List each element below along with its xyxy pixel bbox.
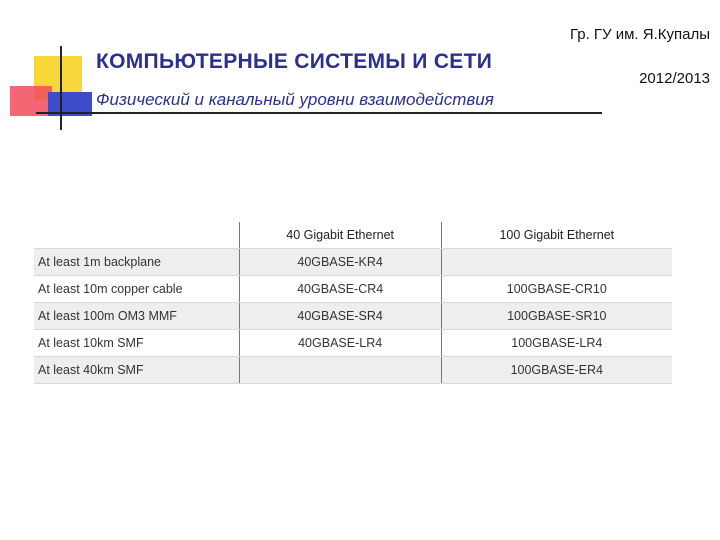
cell-40g: 40GBASE-CR4 xyxy=(239,276,441,303)
table-row xyxy=(34,249,672,276)
cell-property: At least 10m copper cable xyxy=(34,276,239,303)
cell-property: At least 40km SMF xyxy=(34,357,239,384)
header-cell-40g: 40 Gigabit Ethernet xyxy=(239,222,441,249)
table-row xyxy=(34,357,672,384)
cell-40g xyxy=(239,357,441,384)
cell-100g: 100GBASE-SR10 xyxy=(441,303,672,330)
decor-vertical-line xyxy=(60,46,62,130)
cell-100g: 100GBASE-ER4 xyxy=(441,357,672,384)
cell-40g: 40GBASE-KR4 xyxy=(239,249,441,276)
cell-100g: 100GBASE-LR4 xyxy=(441,330,672,357)
cell-property: At least 1m backplane xyxy=(34,249,239,276)
cell-40g: 40GBASE-LR4 xyxy=(239,330,441,357)
academic-year: 2012/2013 xyxy=(639,70,710,87)
page-subtitle: Физический и канальный уровни взаимодействия xyxy=(96,90,494,109)
decor-horizontal-line xyxy=(36,112,602,114)
cell-40g: 40GBASE-SR4 xyxy=(239,303,441,330)
table-row xyxy=(34,276,672,303)
table-row xyxy=(34,303,672,330)
ethernet-standards-table xyxy=(34,222,672,384)
cell-property: At least 100m OM3 MMF xyxy=(34,303,239,330)
university-name: Гр. ГУ им. Я.Купалы xyxy=(569,26,710,43)
header-cell-property xyxy=(34,222,239,249)
cell-100g xyxy=(441,249,672,276)
page-title: КОМПЬЮТЕРНЫЕ СИСТЕМЫ И СЕТИ xyxy=(96,50,493,73)
table-header-row xyxy=(34,222,672,249)
header-cell-100g: 100 Gigabit Ethernet xyxy=(441,222,672,249)
cell-100g: 100GBASE-CR10 xyxy=(441,276,672,303)
table-row xyxy=(34,330,672,357)
cell-property: At least 10km SMF xyxy=(34,330,239,357)
